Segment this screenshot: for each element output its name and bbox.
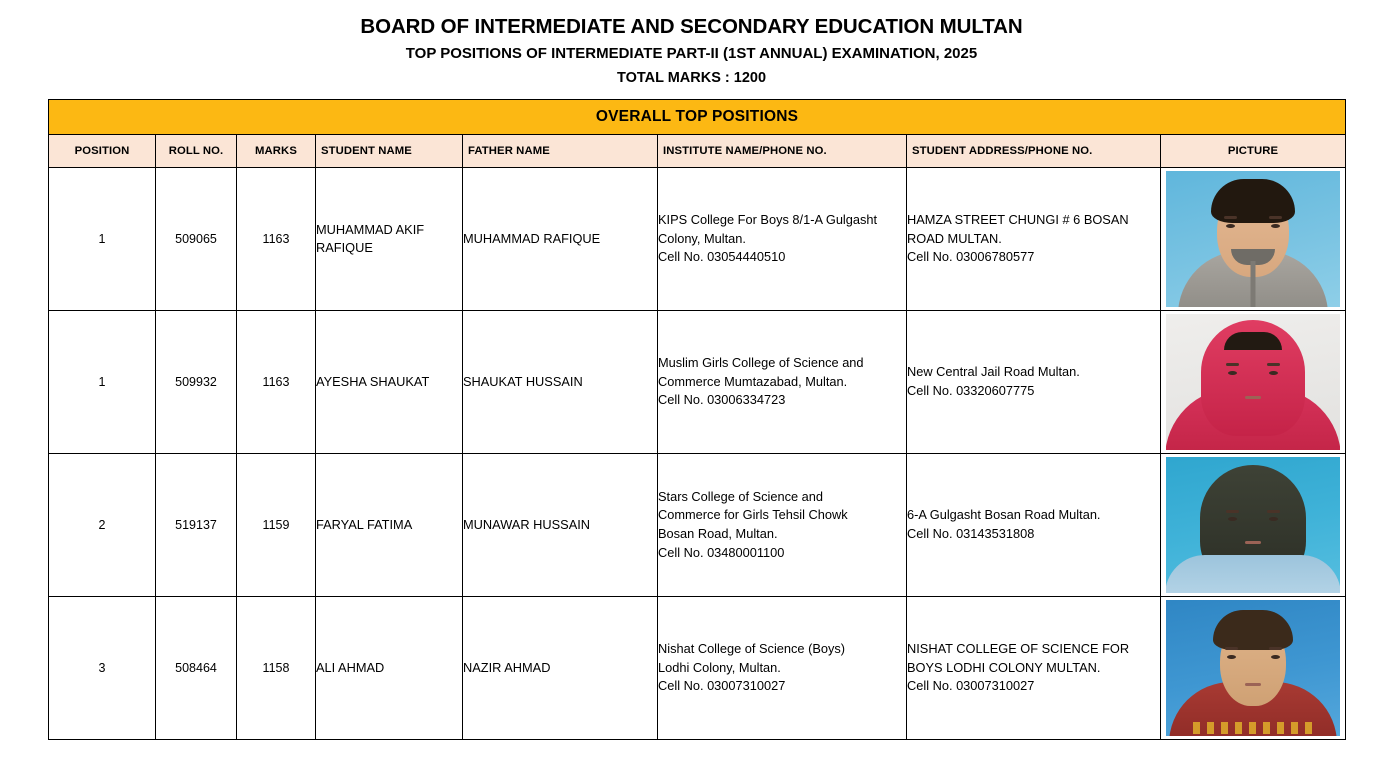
cell-institute (658, 311, 907, 454)
cell-student-name: FARYAL FATIMA (316, 454, 463, 597)
address-line: New Central Jail Road Multan. (907, 364, 1080, 380)
address-phone: Cell No. 03320607775 (907, 383, 1035, 398)
institute-phone: Cell No. 03054440510 (658, 249, 786, 265)
cell-position: 2 (49, 454, 156, 597)
cell-address (907, 597, 1161, 740)
cell-position: 1 (49, 311, 156, 454)
column-header-marks (237, 135, 316, 168)
column-header-roll-no (156, 135, 237, 168)
cell-marks: 1159 (237, 454, 316, 597)
cell-address (907, 311, 1161, 454)
institute-phone: Cell No. 03480001100 (658, 544, 785, 560)
cell-position: 1 (49, 168, 156, 311)
student-photo (1164, 312, 1342, 452)
cell-father-name: MUHAMMAD RAFIQUE (463, 168, 658, 311)
cell-student-name: MUHAMMAD AKIF RAFIQUE (316, 168, 463, 311)
institute-line: Colony, Multan. (658, 230, 746, 246)
institute-phone: Cell No. 03006334723 (658, 392, 786, 408)
institute-line: Bosan Road, Multan. (658, 526, 778, 541)
photo-frame (1164, 169, 1342, 309)
cell-picture (1161, 168, 1346, 311)
cell-roll-no: 509065 (156, 168, 237, 311)
column-header-picture (1161, 135, 1346, 168)
page-title-block (0, 0, 1383, 88)
cell-father-name: MUNAWAR HUSSAIN (463, 454, 658, 597)
address-line: HAMZA STREET CHUNGI # 6 BOSAN (907, 212, 1129, 228)
address-phone: Cell No. 03007310027 (907, 678, 1035, 694)
institute-line: Commerce for Girls Tehsil Chowk (658, 507, 848, 523)
total-marks-label: TOTAL MARKS : 1200 (616, 70, 767, 87)
institute-line: Stars College of Science and (658, 488, 824, 504)
column-header-position (49, 135, 156, 168)
table-row (49, 311, 1346, 454)
column-header-marks-label: MARKS (255, 145, 297, 157)
address-line: NISHAT COLLEGE OF SCIENCE FOR (907, 641, 1130, 657)
student-photo (1164, 598, 1342, 738)
cell-father-name: SHAUKAT HUSSAIN (463, 311, 658, 454)
column-header-roll-no-label: ROLL NO. (168, 145, 224, 157)
top-positions-table-container (48, 99, 1345, 740)
column-header-picture-label: PICTURE (1227, 145, 1279, 157)
cell-marks: 1158 (237, 597, 316, 740)
address-line: ROAD MULTAN. (907, 230, 1002, 246)
institute-line: KIPS College For Boys 8/1-A Gulgasht (658, 212, 878, 228)
address-line: 6-A Gulgasht Bosan Road Multan. (907, 507, 1101, 523)
cell-institute (658, 454, 907, 597)
column-header-position-label: POSITION (74, 145, 130, 157)
student-photo (1164, 169, 1342, 309)
photo-frame (1164, 455, 1342, 595)
column-header-address-label: STUDENT ADDRESS/PHONE NO. (912, 145, 1093, 157)
cell-father-name: NAZIR AHMAD (463, 597, 658, 740)
cell-roll-no: 508464 (156, 597, 237, 740)
photo-frame (1164, 312, 1342, 452)
page-title: BOARD OF INTERMEDIATE AND SECONDARY EDUCATION MULTAN (360, 15, 1023, 38)
column-header-institute-label: INSTITUTE NAME/PHONE NO. (663, 145, 827, 157)
cell-marks: 1163 (237, 311, 316, 454)
institute-line: Muslim Girls College of Science and (658, 355, 864, 371)
cell-institute (658, 168, 907, 311)
cell-picture (1161, 454, 1346, 597)
cell-address (907, 454, 1161, 597)
cell-student-name: ALI AHMAD (316, 597, 463, 740)
top-positions-table (48, 99, 1346, 740)
column-header-father-name (463, 135, 658, 168)
cell-roll-no: 519137 (156, 454, 237, 597)
student-photo (1164, 455, 1342, 595)
overall-top-positions-band: OVERALL TOP POSITIONS (49, 100, 1346, 135)
table-row (49, 597, 1346, 740)
table-header-row (49, 135, 1346, 168)
photo-frame (1164, 598, 1342, 738)
column-header-student-name (316, 135, 463, 168)
column-header-student-name-label: STUDENT NAME (321, 145, 412, 157)
cell-roll-no: 509932 (156, 311, 237, 454)
institute-line: Lodhi Colony, Multan. (658, 659, 781, 675)
table-row (49, 454, 1346, 597)
column-header-institute (658, 135, 907, 168)
institute-line: Commerce Mumtazabad, Multan. (658, 373, 848, 389)
cell-position: 3 (49, 597, 156, 740)
institute-line: Nishat College of Science (Boys) (658, 641, 846, 657)
address-line: BOYS LODHI COLONY MULTAN. (907, 659, 1101, 675)
cell-picture (1161, 597, 1346, 740)
institute-phone: Cell No. 03007310027 (658, 678, 786, 694)
cell-address (907, 168, 1161, 311)
cell-institute (658, 597, 907, 740)
cell-marks: 1163 (237, 168, 316, 311)
table-row (49, 168, 1346, 311)
cell-picture (1161, 311, 1346, 454)
table-band-row (49, 100, 1346, 135)
address-phone: Cell No. 03006780577 (907, 249, 1035, 265)
column-header-address (907, 135, 1161, 168)
cell-student-name: AYESHA SHAUKAT (316, 311, 463, 454)
address-phone: Cell No. 03143531808 (907, 526, 1035, 541)
column-header-father-name-label: FATHER NAME (468, 145, 550, 157)
exam-subtitle: TOP POSITIONS OF INTERMEDIATE PART-II (1ST ANNUAL) EXAMINATION, 2025 (405, 44, 978, 62)
